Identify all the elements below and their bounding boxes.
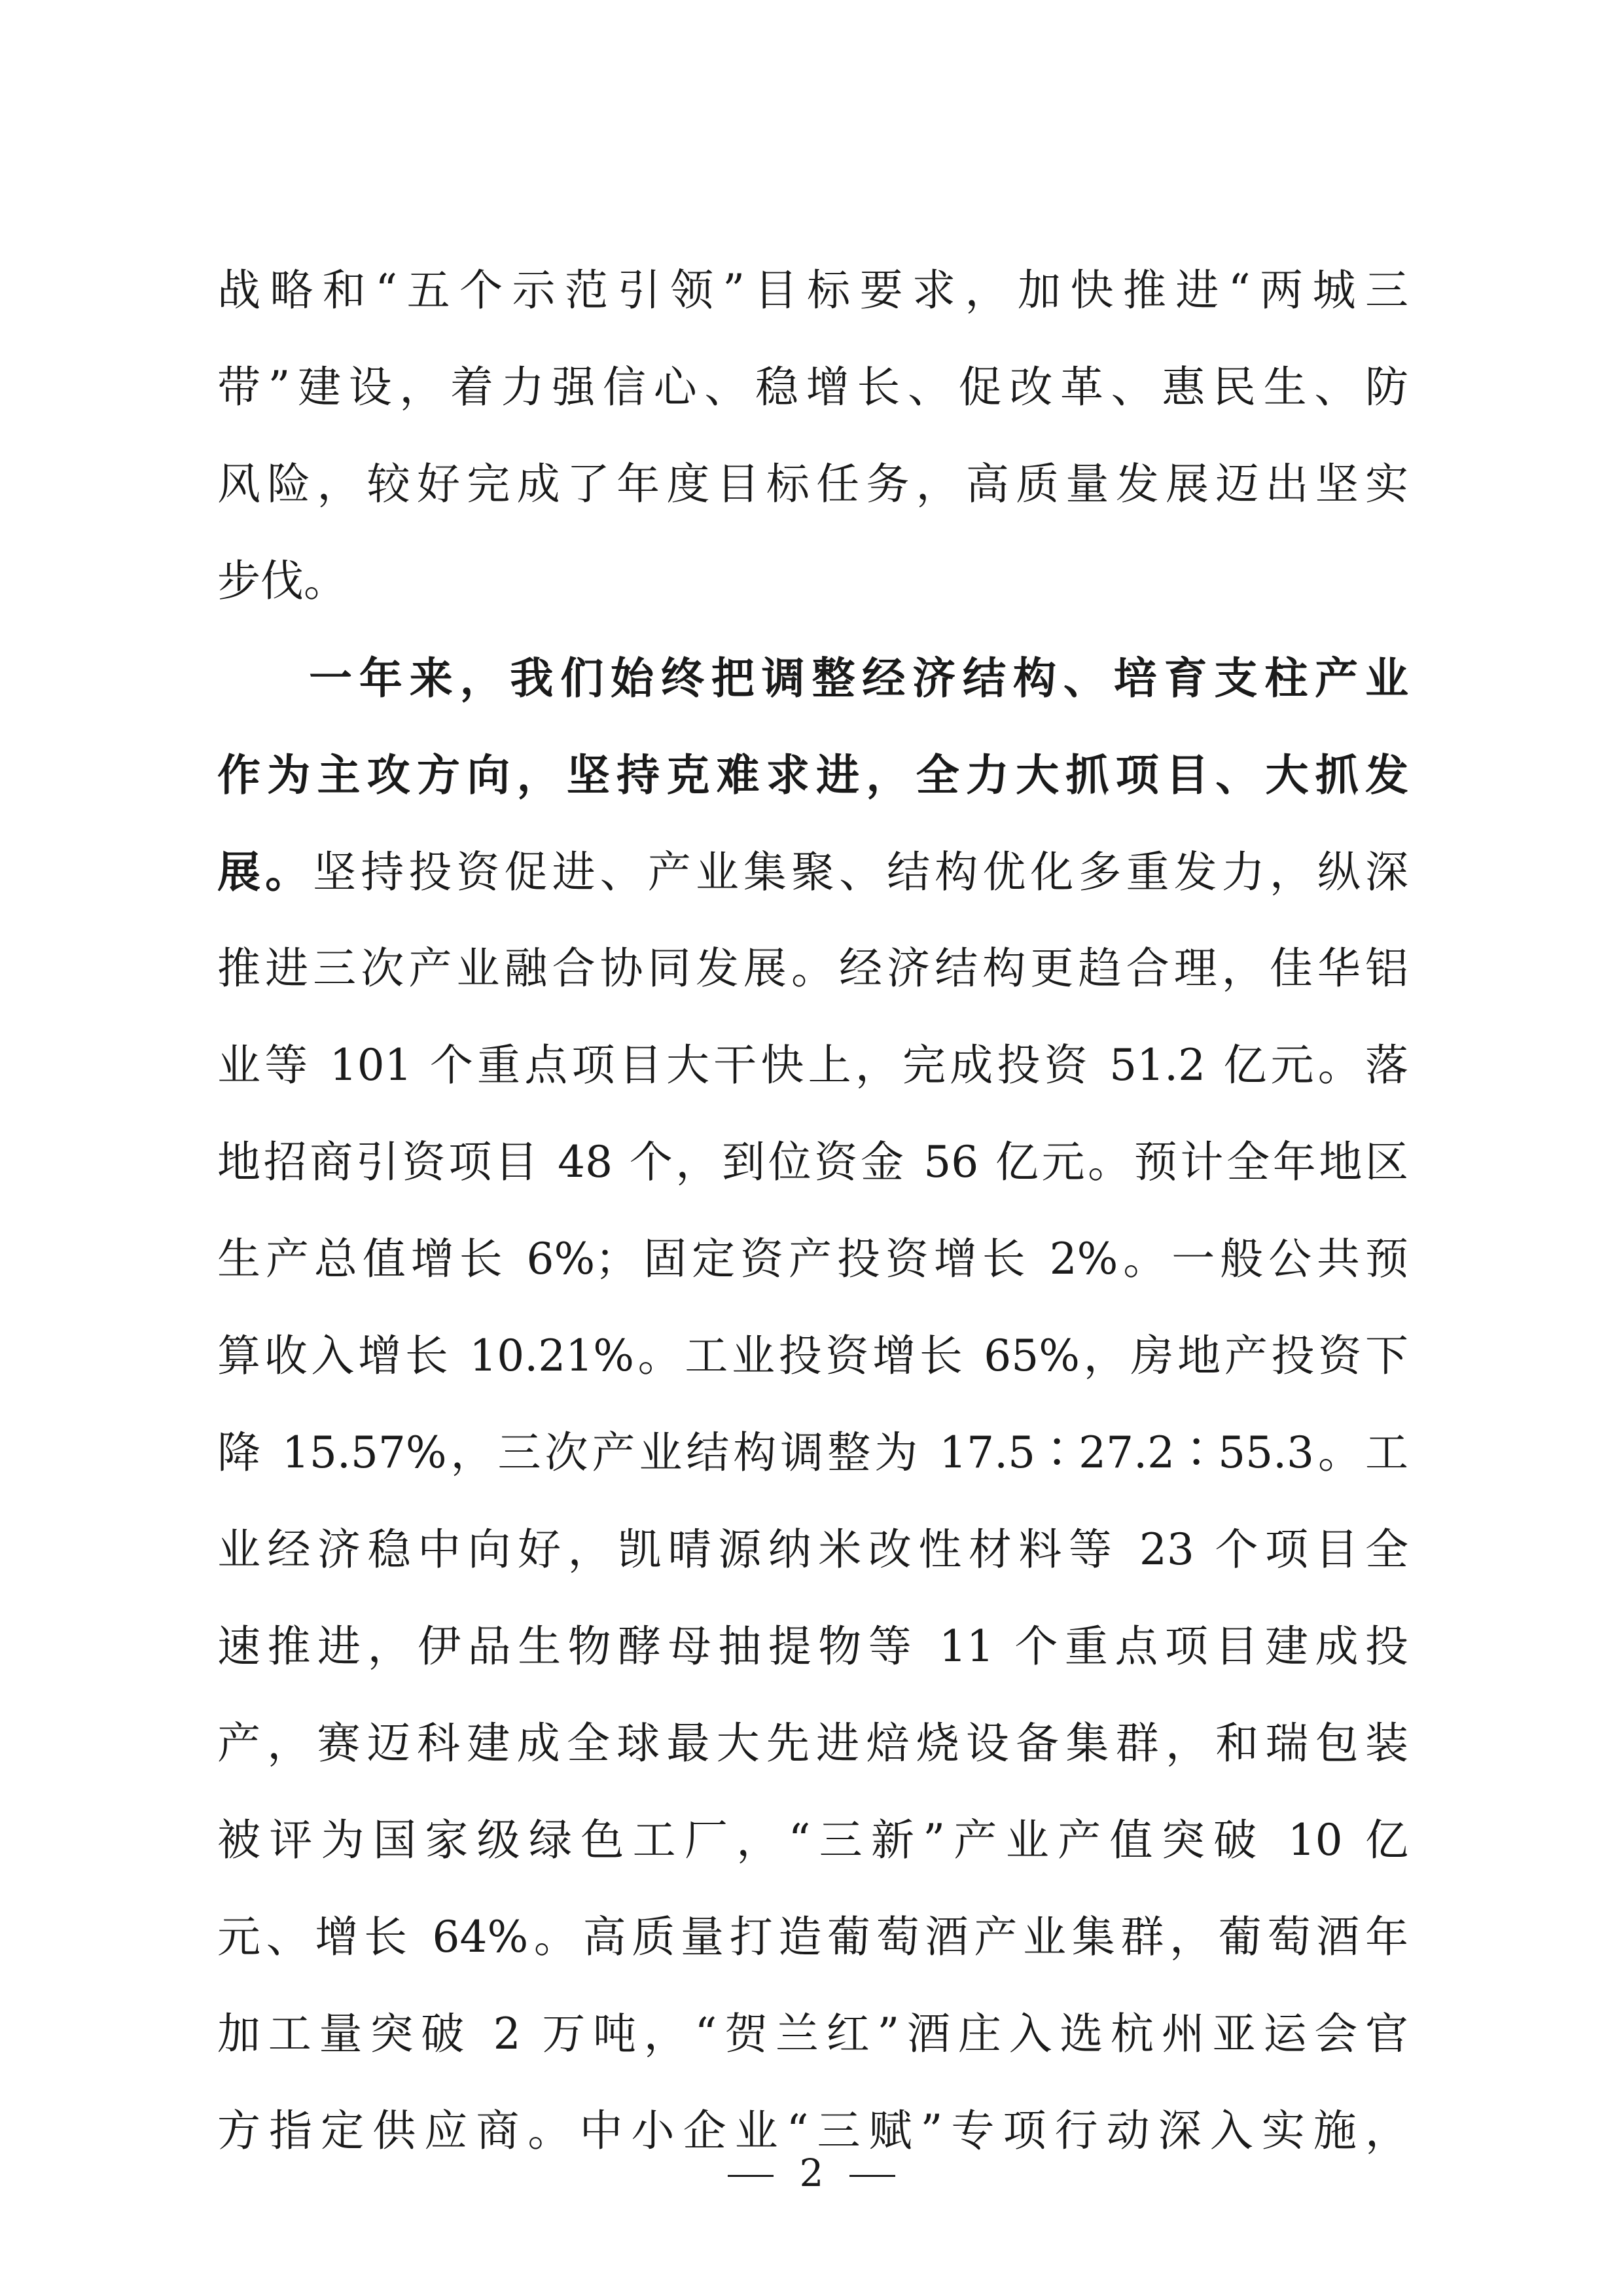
text-line-bold: 一年来，我们始终把调整经济结构、培育支柱产业	[309, 653, 1408, 704]
text-line: 降 15.57%，三次产业结构调整为 17.5∶27.2∶55.3。工	[217, 1427, 1408, 1478]
text-line-bold: 作为主攻方向，坚持克难求进，全力大抓项目、大抓发	[217, 749, 1408, 800]
text-line: 带”建设，着力强信心、稳增长、促改革、惠民生、防	[217, 362, 1408, 412]
page-footer	[0, 2147, 1623, 2199]
text-line: 方指定供应商。中小企业“三赋”专项行动深入实施，	[217, 2106, 1408, 2156]
bold-segment: 展。	[217, 846, 313, 897]
text-line: 地招商引资项目 48 个，到位资金 56 亿元。预计全年地区	[217, 1137, 1408, 1187]
text-line: 元、增长 64%。高质量打造葡萄酒产业集群，葡萄酒年	[217, 1912, 1408, 1962]
text-line: 战略和“五个示范引领”目标要求，加快推进“两城三	[217, 265, 1408, 315]
footer-dash-left	[728, 2175, 774, 2177]
text-line: 推进三次产业融合协同发展。经济结构更趋合理，佳华铝	[217, 943, 1408, 994]
text-line: 速推进，伊品生物酵母抽提物等 11 个重点项目建成投	[217, 1621, 1408, 1672]
footer-dash-right	[849, 2175, 895, 2177]
text-line: 业等 101 个重点项目大干快上，完成投资 51.2 亿元。落	[217, 1040, 1408, 1090]
normal-segment: 坚持投资促进、产业集聚、结构优化多重发力，纵深	[313, 847, 1409, 897]
text-line: 加工量突破 2 万吨，“贺兰红”酒庄入选杭州亚运会官	[217, 2009, 1408, 2059]
text-line-mixed	[217, 823, 1408, 920]
text-line: 生产总值增长 6%；固定资产投资增长 2%。一般公共预	[217, 1234, 1408, 1284]
text-line: 算收入增长 10.21%。工业投资增长 65%，房地产投资下	[217, 1331, 1408, 1381]
page-number: 2	[799, 2151, 824, 2195]
text-line: 风险，较好完成了年度目标任务，高质量发展迈出坚实	[217, 459, 1408, 509]
text-line: 产，赛迈科建成全球最大先进焙烧设备集群，和瑞包装	[217, 1718, 1408, 1768]
text-line: 步伐。	[217, 556, 347, 606]
text-line: 被评为国家级绿色工厂，“三新”产业产值突破 10 亿	[217, 1815, 1408, 1865]
text-line: 业经济稳中向好，凯晴源纳米改性材料等 23 个项目全	[217, 1524, 1408, 1575]
body-text	[217, 242, 1408, 2179]
